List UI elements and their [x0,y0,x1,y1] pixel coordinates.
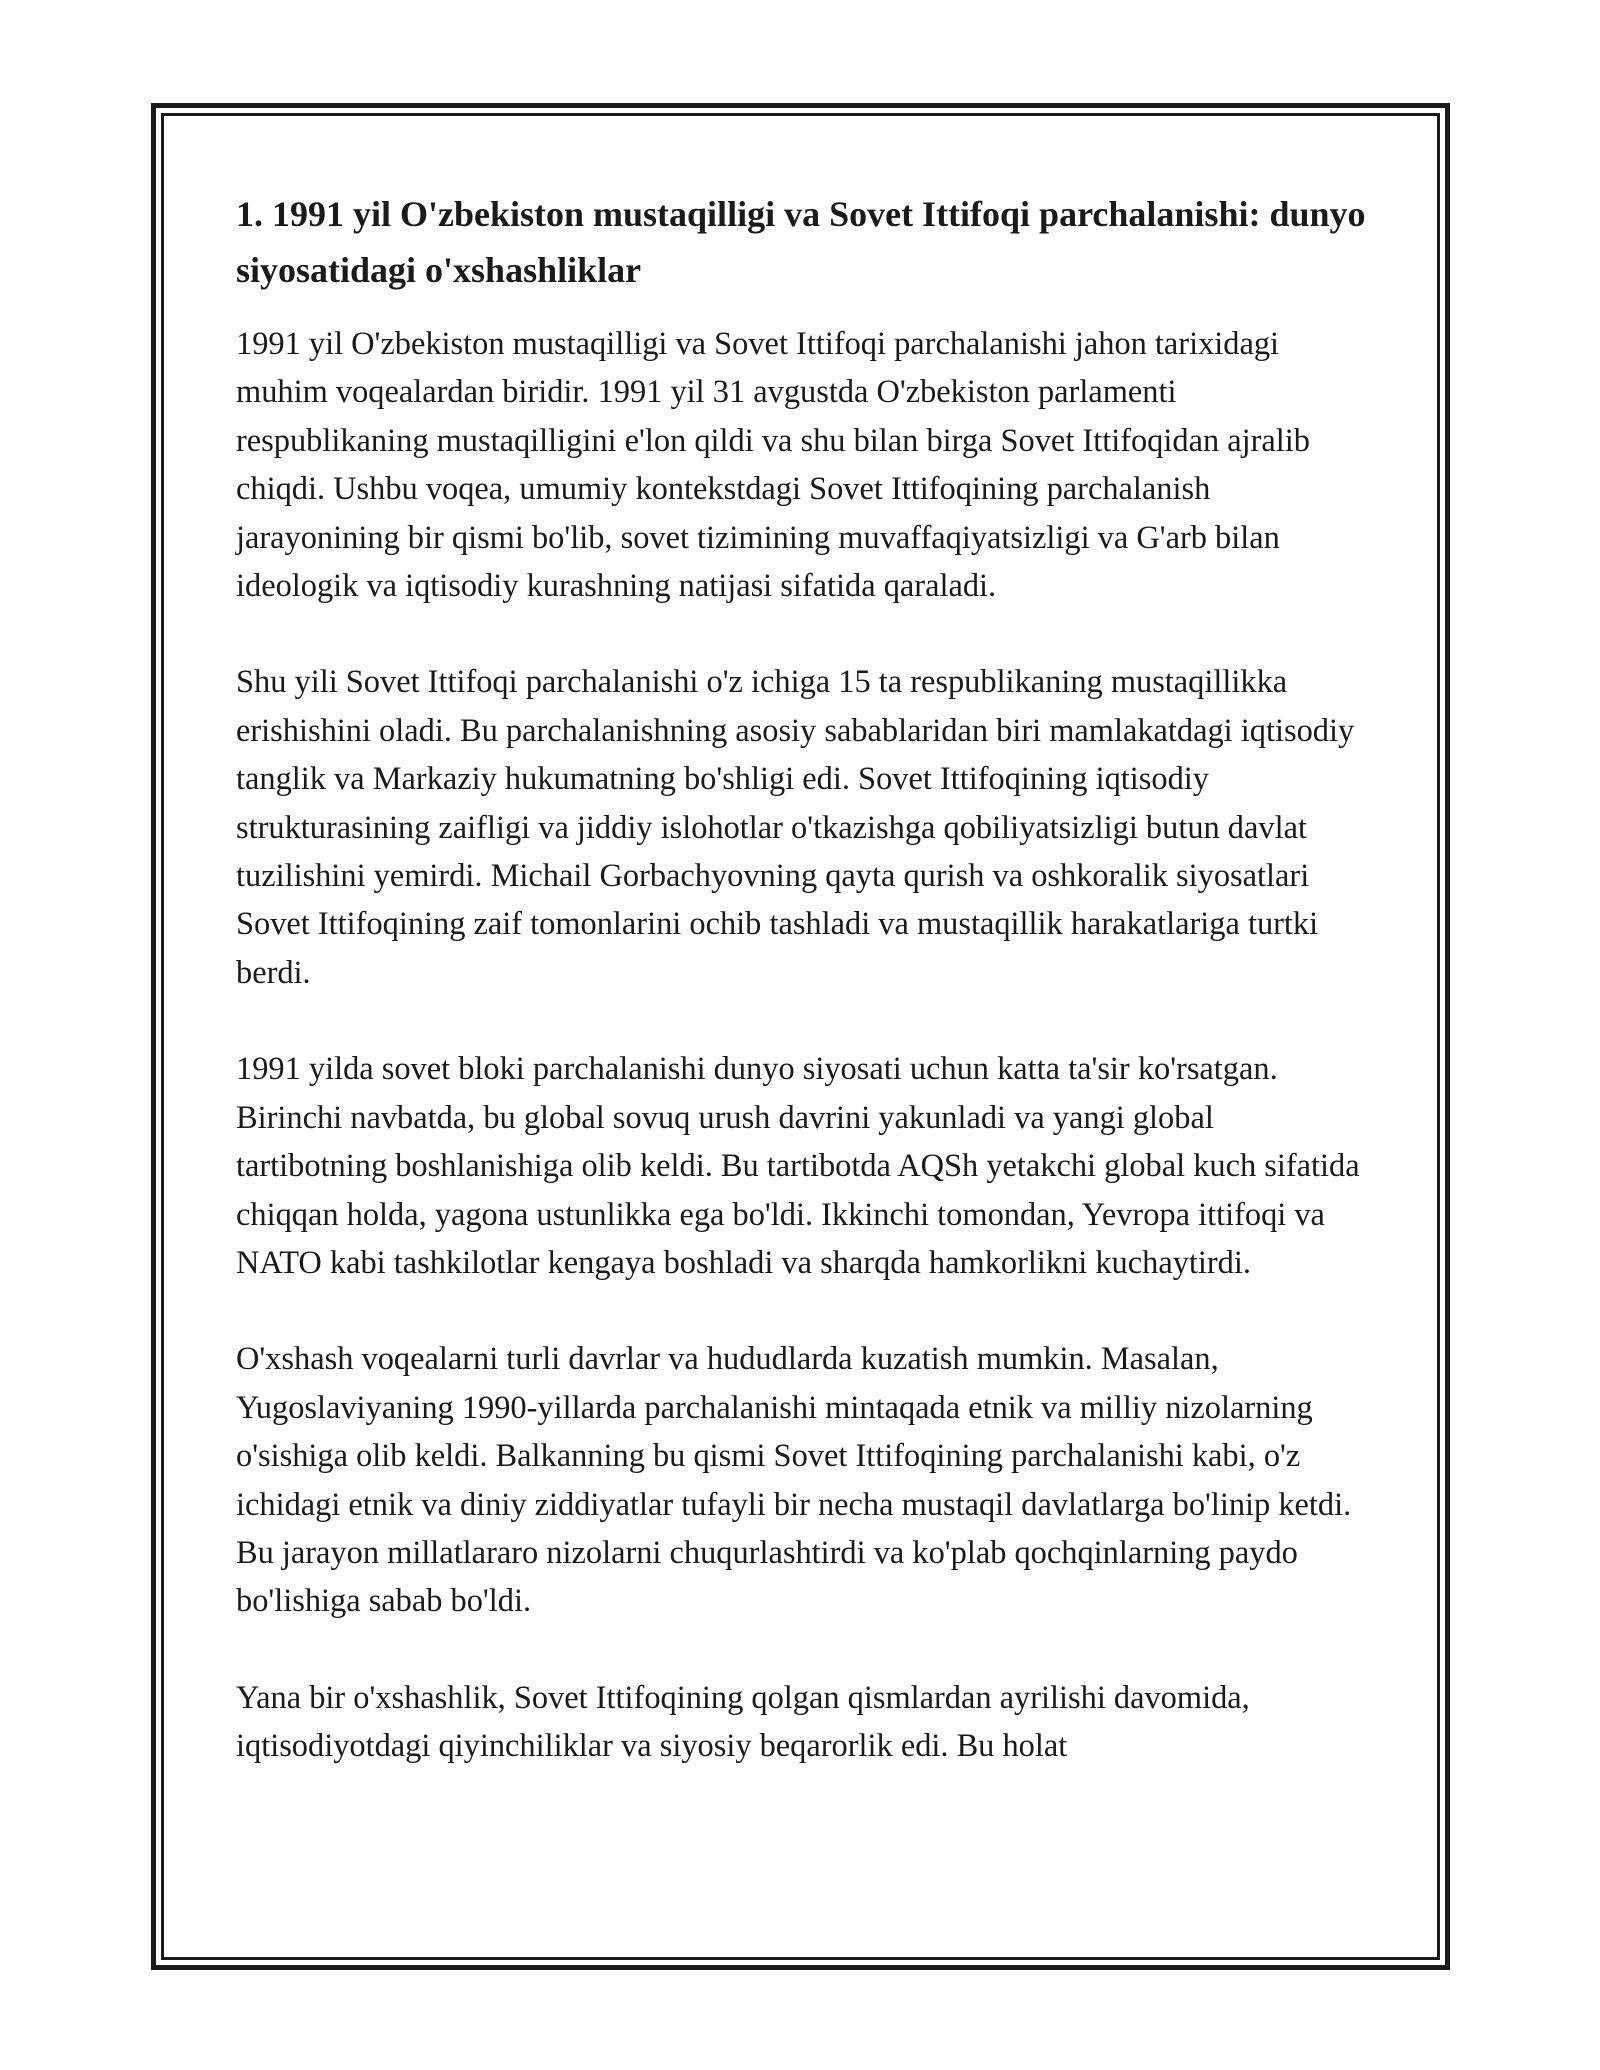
paragraph-1: 1991 yil O'zbekiston mustaqilligi va Sovet Ittifoqi parchalanishi jahon tarixidagi muhim voqealardan biridir. 1991 yil 31 avgustda O'zbekiston parlamenti respublikaning mustaqilligini e'lon qildi va shu bilan birga Sovet Ittifoqidan ajralib chiqdi. Ushbu voqea, umumiy kontekstdagi Sovet Ittifoqining parchalanish jarayonining bir qismi bo'lib, sovet tizimining muvaffaqiyatsizligi va G'arb bilan ideologik va iqtisodiy kurashning natijasi sifatida qaraladi. [236,326,1310,605]
document-body [236,186,1366,1819]
paragraph-4: O'xshash voqealarni turli davrlar va hududlarda kuzatish mumkin. Masalan, Yugoslaviyaning 1990-yillarda parchalanishi mintaqada etnik va milliy nizolarning o'sishiga olib keldi. Balkanning bu qismi Sovet Ittifoqining parchalanishi kabi, o'z ichidagi etnik va diniy ziddiyatlar tufayli bir necha mustaqil davlatlarga bo'linip ketdi. Bu jarayon millatlararo nizolarni chuqurlashtirdi va ko'plab qochqinlarning paydo bo'lishiga sabab bo'ldi. [236,1341,1352,1620]
paragraph-5: Yana bir o'xshashlik, Sovet Ittifoqining qolgan qismlardan ayrilishi davomida, iqtisodiyotdagi qiyinchiliklar va siyosiy beqarorlik edi. Bu holat [236,1679,1250,1765]
paragraph-3: 1991 yilda sovet bloki parchalanishi dunyo siyosati uchun katta ta'sir ko'rsatgan. Birinchi navbatda, bu global sovuq urush davrini yakunladi va yangi global tartibotning boshlanishiga olib keldi. Bu tartibotda AQSh yetakchi global kuch sifatida chiqqan holda, yagona ustunlikka ega bo'ldi. Ikkinchi tomondan, Yevropa ittifoqi va NATO kabi tashkilotlar kengaya boshladi va sharqda hamkorlikni kuchaytirdi. [236,1051,1360,1281]
section-heading: 1. 1991 yil O'zbekiston mustaqilligi va Sovet Ittifoqi parchalanishi: dunyo siyosatidagi o'xshashliklar [236,194,1366,290]
paragraph-2: Shu yili Sovet Ittifoqi parchalanishi o'z ichiga 15 ta respublikaning mustaqillikka erishishini oladi. Bu parchalanishning asosiy sabablaridan biri mamlakatdagi iqtisodiy tanglik va Markaziy hukumatning bo'shligi edi. Sovet Ittifoqining iqtisodiy strukturasining zaifligi va jiddiy islohotlar o'tkazishga qobiliyatsizligi butun davlat tuzilishini yemirdi. Michail Gorbachyovning qayta qurish va oshkoralik siyosatlari Sovet Ittifoqining zaif tomonlarini ochib tashladi va mustaqillik harakatlariga turtki berdi. [236,664,1355,991]
